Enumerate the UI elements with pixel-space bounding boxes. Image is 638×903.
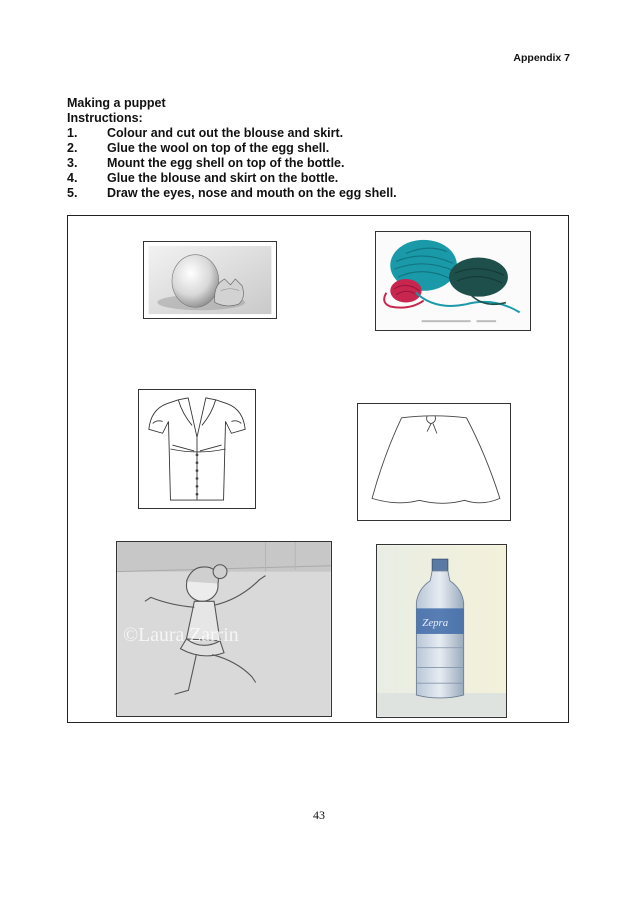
egg-shell-icon — [144, 242, 276, 318]
bottle-image — [376, 544, 507, 718]
appendix-label: Appendix 7 — [513, 52, 570, 64]
wool-image — [375, 231, 531, 331]
step-text: Draw the eyes, nose and mouth on the egg shell. — [107, 186, 397, 200]
egg-shell-image — [143, 241, 277, 319]
blouse-icon — [139, 390, 255, 508]
step-item — [67, 156, 587, 171]
wool-skeins-icon — [376, 232, 530, 330]
instructions-block — [67, 96, 587, 201]
step-number: 1. — [67, 126, 78, 140]
step-text: Mount the egg shell on top of the bottle. — [107, 156, 345, 170]
skirt-image — [357, 403, 511, 521]
step-item — [67, 171, 587, 186]
step-text: Colour and cut out the blouse and skirt. — [107, 126, 344, 140]
dancing-girl-icon — [117, 542, 331, 716]
steps-list — [67, 126, 587, 201]
step-item — [67, 126, 587, 141]
girl-image — [116, 541, 332, 717]
step-number: 3. — [67, 156, 78, 170]
bottle-label-text: Zepra — [422, 617, 449, 630]
step-item — [67, 186, 587, 201]
girl-watermark: ©Laura Zarrin — [123, 623, 239, 646]
instructions-heading: Instructions: — [67, 111, 143, 125]
step-number: 4. — [67, 171, 78, 185]
step-text: Glue the wool on top of the egg shell. — [107, 141, 330, 155]
page-title: Making a puppet — [67, 96, 166, 110]
skirt-icon — [358, 404, 510, 520]
blouse-image — [138, 389, 256, 509]
step-number: 2. — [67, 141, 78, 155]
page-number: 43 — [313, 808, 325, 822]
step-number: 5. — [67, 186, 78, 200]
bottle-icon — [377, 545, 506, 717]
step-item — [67, 141, 587, 156]
step-text: Glue the blouse and skirt on the bottle. — [107, 171, 339, 185]
